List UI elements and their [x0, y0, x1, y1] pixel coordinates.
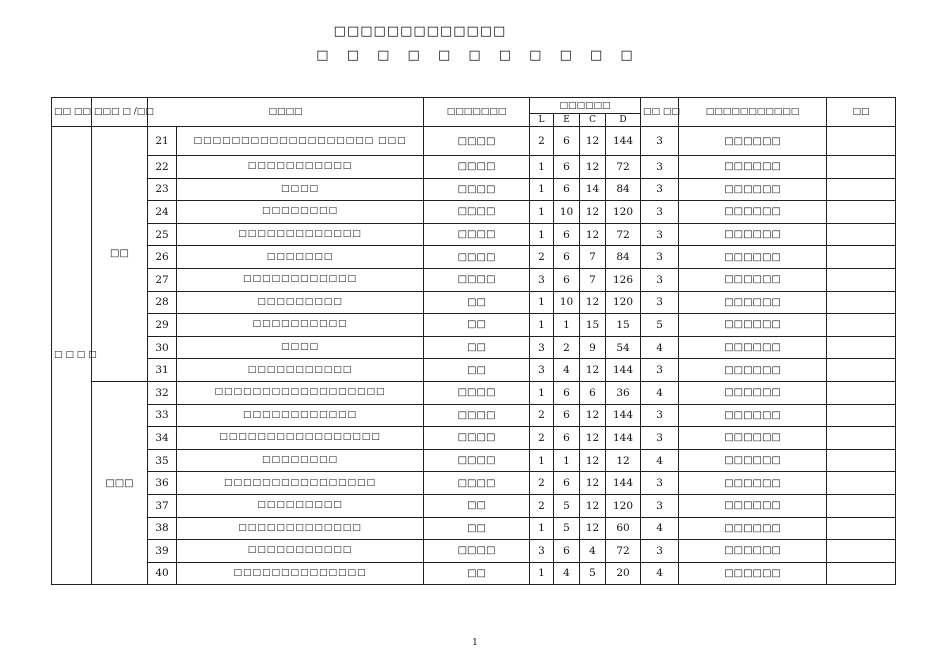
value-C: 14: [580, 178, 606, 201]
note-cell: [827, 359, 896, 382]
risk-level: 3: [641, 201, 679, 224]
value-L: 2: [530, 472, 554, 495]
value-D: 36: [606, 381, 641, 404]
row-number: 22: [148, 156, 177, 179]
row-number: 34: [148, 427, 177, 450]
value-D: 15: [606, 314, 641, 337]
table-row: [52, 381, 896, 404]
risk-level: 3: [641, 127, 679, 156]
risk-level: 4: [641, 336, 679, 359]
row-number: 36: [148, 472, 177, 495]
value-E: 5: [554, 494, 580, 517]
note-cell: [827, 427, 896, 450]
header-evaluation: □□□□□□: [530, 98, 641, 114]
risk-level: 3: [641, 540, 679, 563]
task-cell: □□□□□□□□□□□: [177, 540, 424, 563]
table-row: [52, 427, 896, 450]
risk-level: 4: [641, 562, 679, 585]
value-C: 7: [580, 246, 606, 269]
row-number: 27: [148, 268, 177, 291]
category-cell: □□□□: [424, 404, 530, 427]
row-number: 32: [148, 381, 177, 404]
subgroup-label: □□: [92, 127, 148, 382]
task-cell: □□□□□□□: [177, 246, 424, 269]
risk-level: 3: [641, 223, 679, 246]
row-number: 21: [148, 127, 177, 156]
risk-level: 4: [641, 449, 679, 472]
subgroup-label: □□□: [92, 381, 148, 584]
document-title: □□□□□□□□□□□□□: [333, 24, 507, 39]
value-C: 12: [580, 404, 606, 427]
table-row: [52, 127, 896, 156]
header-measure: □□□□□□□□□□□: [679, 98, 827, 127]
value-E: 1: [554, 449, 580, 472]
category-cell: □□□□: [424, 223, 530, 246]
value-L: 1: [530, 381, 554, 404]
value-L: 1: [530, 178, 554, 201]
header-E: E: [554, 114, 580, 127]
value-L: 1: [530, 517, 554, 540]
category-cell: □□: [424, 562, 530, 585]
measure-cell: □□□□□□: [679, 127, 827, 156]
value-C: 12: [580, 223, 606, 246]
value-C: 15: [580, 314, 606, 337]
value-E: 1: [554, 314, 580, 337]
note-cell: [827, 494, 896, 517]
header-level: □□ □□: [641, 98, 679, 127]
category-cell: □□□□: [424, 268, 530, 291]
value-L: 1: [530, 201, 554, 224]
value-C: 9: [580, 336, 606, 359]
task-cell: □□□□□□□□□□□□□: [177, 223, 424, 246]
row-number: 29: [148, 314, 177, 337]
header-col1: □□ □□: [52, 98, 92, 127]
value-C: 5: [580, 562, 606, 585]
value-L: 1: [530, 156, 554, 179]
row-number: 33: [148, 404, 177, 427]
value-D: 72: [606, 156, 641, 179]
value-E: 6: [554, 381, 580, 404]
table-row: [52, 494, 896, 517]
value-E: 6: [554, 178, 580, 201]
table-row: [52, 291, 896, 314]
task-cell: □□□□□□□□□□□□: [177, 404, 424, 427]
measure-cell: □□□□□□: [679, 336, 827, 359]
task-cell: □□□□□□□□□□□□□□□□□□□ □□□: [177, 127, 424, 156]
measure-cell: □□□□□□: [679, 246, 827, 269]
value-E: 6: [554, 427, 580, 450]
category-cell: □□□□: [424, 449, 530, 472]
value-E: 6: [554, 268, 580, 291]
note-cell: [827, 201, 896, 224]
table-row: [52, 540, 896, 563]
value-D: 120: [606, 291, 641, 314]
risk-assessment-table: [51, 97, 896, 585]
task-cell: □□□□□□□□□□: [177, 314, 424, 337]
value-D: 20: [606, 562, 641, 585]
table-row: [52, 314, 896, 337]
value-C: 4: [580, 540, 606, 563]
note-cell: [827, 223, 896, 246]
measure-cell: □□□□□□: [679, 201, 827, 224]
value-L: 2: [530, 127, 554, 156]
measure-cell: □□□□□□: [679, 427, 827, 450]
table-row: [52, 336, 896, 359]
value-E: 6: [554, 540, 580, 563]
value-D: 144: [606, 404, 641, 427]
row-number: 37: [148, 494, 177, 517]
task-cell: □□□□□□□□□□□□□□□□: [177, 472, 424, 495]
header-D: D: [606, 114, 641, 127]
category-cell: □□: [424, 494, 530, 517]
value-E: 6: [554, 156, 580, 179]
category-cell: □□□□: [424, 381, 530, 404]
value-D: 72: [606, 540, 641, 563]
row-number: 28: [148, 291, 177, 314]
value-D: 144: [606, 359, 641, 382]
value-D: 144: [606, 427, 641, 450]
note-cell: [827, 246, 896, 269]
measure-cell: □□□□□□: [679, 517, 827, 540]
header-C: C: [580, 114, 606, 127]
row-number: 35: [148, 449, 177, 472]
note-cell: [827, 268, 896, 291]
value-L: 1: [530, 449, 554, 472]
value-E: 6: [554, 404, 580, 427]
task-cell: □□□□□□□□□□□□: [177, 268, 424, 291]
task-cell: □□□□□□□□: [177, 201, 424, 224]
value-E: 6: [554, 127, 580, 156]
value-C: 12: [580, 449, 606, 472]
risk-level: 3: [641, 268, 679, 291]
risk-level: 3: [641, 359, 679, 382]
category-cell: □□: [424, 359, 530, 382]
value-L: 1: [530, 291, 554, 314]
value-C: 7: [580, 268, 606, 291]
note-cell: [827, 517, 896, 540]
document-subtitle: □ □ □ □ □ □ □ □ □ □ □: [316, 48, 634, 63]
value-D: 12: [606, 449, 641, 472]
risk-level: 3: [641, 291, 679, 314]
measure-cell: □□□□□□: [679, 156, 827, 179]
value-D: 144: [606, 127, 641, 156]
table-row: [52, 404, 896, 427]
value-D: 72: [606, 223, 641, 246]
table-row: [52, 449, 896, 472]
value-D: 120: [606, 494, 641, 517]
category-cell: □□□□: [424, 246, 530, 269]
measure-cell: □□□□□□: [679, 178, 827, 201]
value-C: 12: [580, 359, 606, 382]
table-row: [52, 268, 896, 291]
measure-cell: □□□□□□: [679, 291, 827, 314]
value-L: 1: [530, 223, 554, 246]
category-cell: □□□□: [424, 201, 530, 224]
task-cell: □□□□□□□□□□□□□□□□□: [177, 427, 424, 450]
note-cell: [827, 127, 896, 156]
value-L: 2: [530, 246, 554, 269]
value-C: 12: [580, 472, 606, 495]
value-L: 3: [530, 540, 554, 563]
category-cell: □□□□: [424, 127, 530, 156]
table-row: [52, 359, 896, 382]
value-E: 10: [554, 291, 580, 314]
value-C: 6: [580, 381, 606, 404]
table-row: [52, 156, 896, 179]
table-row: [52, 517, 896, 540]
risk-level: 4: [641, 517, 679, 540]
measure-cell: □□□□□□: [679, 472, 827, 495]
header-task: □□□□: [148, 98, 424, 127]
table-row: [52, 178, 896, 201]
row-number: 31: [148, 359, 177, 382]
note-cell: [827, 562, 896, 585]
table-row: [52, 201, 896, 224]
value-L: 1: [530, 562, 554, 585]
header-category: □□□□□□□: [424, 98, 530, 127]
header-L: L: [530, 114, 554, 127]
value-E: 4: [554, 359, 580, 382]
page-number: 1: [472, 638, 478, 648]
row-number: 40: [148, 562, 177, 585]
table-row: [52, 223, 896, 246]
category-cell: □□□□: [424, 427, 530, 450]
task-cell: □□□□□□□□□□□: [177, 156, 424, 179]
value-L: 1: [530, 314, 554, 337]
task-cell: □□□□□□□□: [177, 449, 424, 472]
value-E: 10: [554, 201, 580, 224]
value-E: 6: [554, 223, 580, 246]
value-D: 144: [606, 472, 641, 495]
note-cell: [827, 381, 896, 404]
task-cell: □□□□: [177, 178, 424, 201]
task-cell: □□□□□□□□□□□□□□: [177, 562, 424, 585]
value-D: 120: [606, 201, 641, 224]
measure-cell: □□□□□□: [679, 540, 827, 563]
value-L: 2: [530, 494, 554, 517]
category-cell: □□: [424, 336, 530, 359]
table-row: [52, 472, 896, 495]
measure-cell: □□□□□□: [679, 449, 827, 472]
risk-level: 3: [641, 472, 679, 495]
value-D: 60: [606, 517, 641, 540]
value-L: 3: [530, 359, 554, 382]
value-D: 54: [606, 336, 641, 359]
measure-cell: □□□□□□: [679, 359, 827, 382]
task-cell: □□□□□□□□□□□□□□□□□□: [177, 381, 424, 404]
row-number: 39: [148, 540, 177, 563]
note-cell: [827, 314, 896, 337]
header-col2: □□□ □ /□□: [92, 98, 148, 127]
category-cell: □□: [424, 517, 530, 540]
note-cell: [827, 472, 896, 495]
risk-level: 3: [641, 246, 679, 269]
value-D: 84: [606, 246, 641, 269]
value-C: 12: [580, 517, 606, 540]
category-cell: □□□□: [424, 540, 530, 563]
value-L: 2: [530, 427, 554, 450]
measure-cell: □□□□□□: [679, 562, 827, 585]
value-D: 84: [606, 178, 641, 201]
value-C: 12: [580, 291, 606, 314]
value-L: 3: [530, 336, 554, 359]
category-cell: □□□□: [424, 156, 530, 179]
value-C: 12: [580, 127, 606, 156]
note-cell: [827, 156, 896, 179]
value-E: 5: [554, 517, 580, 540]
task-cell: □□□□□□□□□: [177, 291, 424, 314]
measure-cell: □□□□□□: [679, 381, 827, 404]
value-E: 6: [554, 246, 580, 269]
measure-cell: □□□□□□: [679, 404, 827, 427]
risk-level: 4: [641, 381, 679, 404]
note-cell: [827, 540, 896, 563]
task-cell: □□□□□□□□□□□□□: [177, 517, 424, 540]
measure-cell: □□□□□□: [679, 314, 827, 337]
value-D: 126: [606, 268, 641, 291]
measure-cell: □□□□□□: [679, 494, 827, 517]
risk-level: 3: [641, 178, 679, 201]
task-cell: □□□□: [177, 336, 424, 359]
category-cell: □□□□: [424, 472, 530, 495]
category-cell: □□: [424, 291, 530, 314]
note-cell: [827, 336, 896, 359]
value-C: 12: [580, 427, 606, 450]
risk-level: 3: [641, 494, 679, 517]
risk-level: 3: [641, 404, 679, 427]
value-C: 12: [580, 201, 606, 224]
measure-cell: □□□□□□: [679, 223, 827, 246]
row-number: 26: [148, 246, 177, 269]
category-cell: □□: [424, 314, 530, 337]
value-E: 2: [554, 336, 580, 359]
row-number: 25: [148, 223, 177, 246]
value-E: 6: [554, 472, 580, 495]
group-label: □ □ □ □: [52, 127, 92, 585]
risk-level: 3: [641, 156, 679, 179]
value-L: 3: [530, 268, 554, 291]
risk-level: 3: [641, 427, 679, 450]
risk-level: 5: [641, 314, 679, 337]
row-number: 24: [148, 201, 177, 224]
task-cell: □□□□□□□□□□□: [177, 359, 424, 382]
note-cell: [827, 291, 896, 314]
value-C: 12: [580, 494, 606, 517]
note-cell: [827, 178, 896, 201]
value-E: 4: [554, 562, 580, 585]
task-cell: □□□□□□□□□: [177, 494, 424, 517]
note-cell: [827, 404, 896, 427]
row-number: 23: [148, 178, 177, 201]
row-number: 38: [148, 517, 177, 540]
measure-cell: □□□□□□: [679, 268, 827, 291]
row-number: 30: [148, 336, 177, 359]
value-L: 2: [530, 404, 554, 427]
table-row: [52, 246, 896, 269]
note-cell: [827, 449, 896, 472]
header-note: □□: [827, 98, 896, 127]
table-row: [52, 562, 896, 585]
value-C: 12: [580, 156, 606, 179]
category-cell: □□□□: [424, 178, 530, 201]
